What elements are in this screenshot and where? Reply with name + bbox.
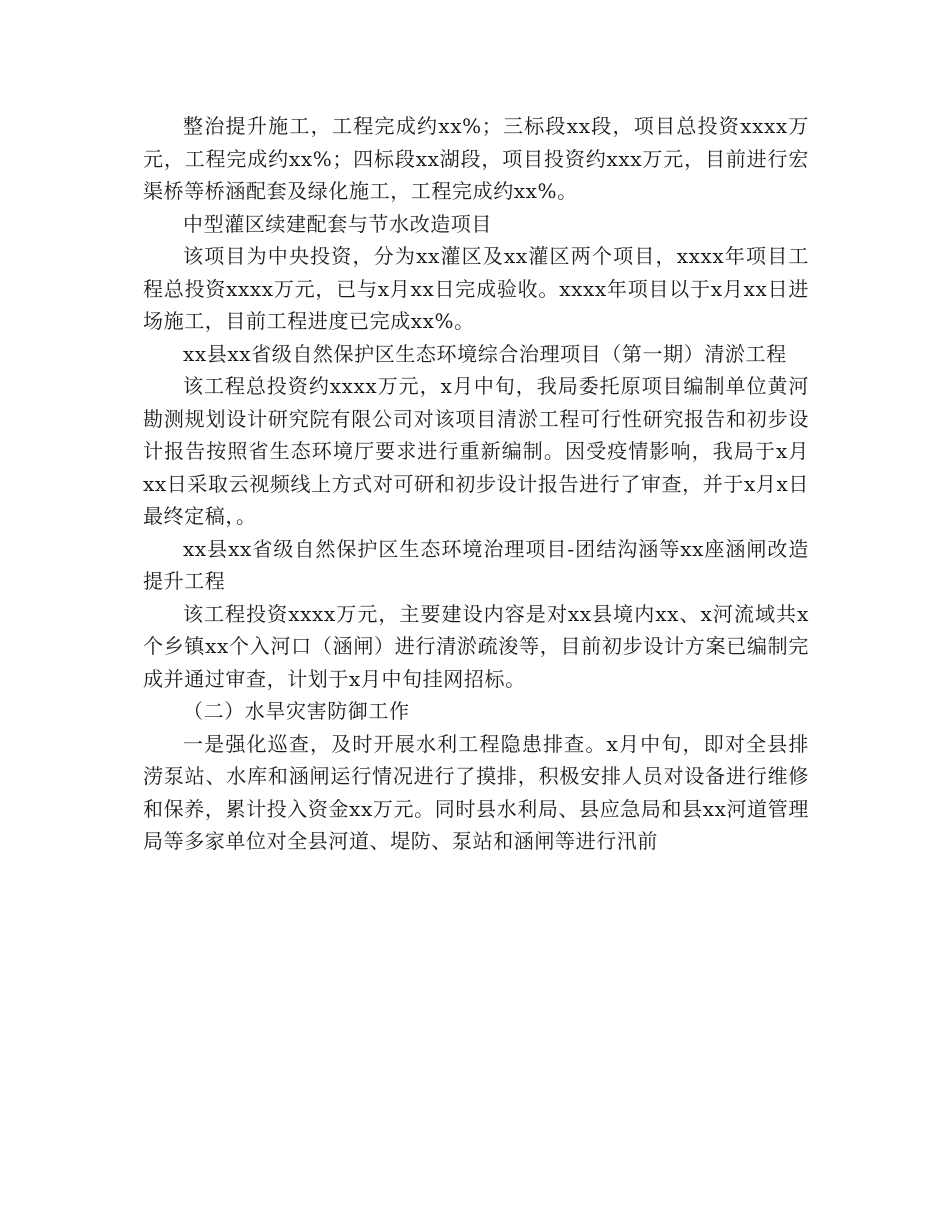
paragraph-disaster-prevention: 一是强化巡查，及时开展水利工程隐患排查。x月中旬，即对全县排涝泵站、水库和涵闸运行情况进行了摸排，积极安排人员对设备进行维修和保养，累计投入资金xx万元。同时县水利局、县应急局和县xx河道管理局等多家单位对全县河道、堤防、泵站和涵闸等进行汛前	[143, 731, 809, 853]
heading-dredging-project: xx县xx省级自然保护区生态环境综合治理项目（第一期）清淤工程	[183, 341, 787, 366]
paragraph-irrigation-project: 该项目为中央投资，分为xx灌区及xx灌区两个项目，xxxx年项目工程总投资xxxx万元，已与x月xx日完成验收。xxxx年项目以于x月xx日进场施工，目前工程进度已完成xx%。	[143, 244, 809, 333]
heading-sluice-project: xx县xx省级自然保护区生态环境治理项目-团结沟涵等xx座涵闸改造提升工程	[143, 536, 809, 593]
paragraph-sluice-project: 该工程投资xxxx万元，主要建设内容是对xx县境内xx、x河流域共x个乡镇xx个入河口（涵闸）进行清淤疏浚等，目前初步设计方案已编制完成并通过审查，计划于x月中旬挂网招标。	[143, 601, 809, 691]
section-heading-disaster-prevention: （二）水旱灾害防御工作	[183, 699, 410, 723]
heading-irrigation-project: 中型灌区续建配套与节水改造项目	[183, 211, 492, 236]
document-body	[143, 110, 809, 858]
paragraph-construction-progress: 整治提升施工，工程完成约xx%；三标段xx段，项目总投资xxxx万元，工程完成约xx%；四标段xx湖段，项目投资约xxx万元，目前进行宏渠桥等桥涵配套及绿化施工，工程完成约xx%。	[143, 114, 809, 203]
paragraph-dredging-project: 该工程总投资约xxxx万元，x月中旬，我局委托原项目编制单位黄河勘测规划设计研究院有限公司对该项目清淤工程可行性研究报告和初步设计报告按照省生态环境厅要求进行重新编制。因受疫情影响，我局于x月xx日采取云视频线上方式对可研和初步设计报告进行了审查，并于x月x日最终定稿，。	[143, 374, 809, 528]
